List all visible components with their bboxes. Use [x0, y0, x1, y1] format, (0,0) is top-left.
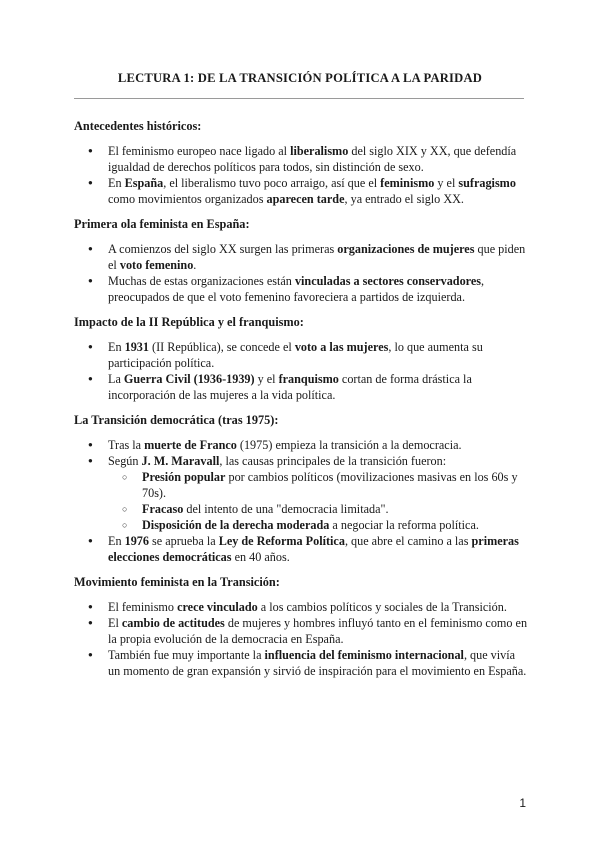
- text-run: como movimientos organizados: [108, 192, 267, 206]
- bullet-list: [74, 437, 530, 565]
- bullet-item: [74, 175, 530, 207]
- bold-text: muerte de Franco: [144, 438, 237, 452]
- section-heading: Primera ola feminista en España:: [74, 217, 250, 231]
- text-run: (II República), se concede el: [148, 340, 295, 354]
- text-run: se aprueba la: [148, 534, 219, 548]
- bold-text: 1976: [124, 534, 149, 548]
- section-heading: Movimiento feminista en la Transición:: [74, 575, 280, 589]
- text-run: , que vivía un momento de gran expansión y sirvió de inspiración para el movimiento en España.: [108, 648, 527, 678]
- sub-bullet-item: [108, 501, 530, 517]
- sub-bullet-list: [108, 469, 530, 533]
- text-run: y el: [254, 372, 279, 386]
- text-run: a negociar la reforma política.: [329, 518, 479, 532]
- bullet-item: [74, 533, 530, 565]
- bullet-text: [108, 454, 446, 468]
- text-run: En: [108, 340, 125, 354]
- page-number: 1: [519, 796, 526, 810]
- bold-text: aparecen tarde: [266, 192, 345, 206]
- bold-text: feminismo: [380, 176, 435, 190]
- text-run: , ya entrado el siglo XX.: [344, 192, 464, 206]
- bullet-item: [74, 143, 530, 175]
- document-body: [74, 118, 530, 679]
- text-run: en 40 años.: [231, 550, 290, 564]
- bold-text: Fracaso: [142, 502, 184, 516]
- text-run: El feminismo: [108, 600, 178, 614]
- bold-text: franquismo: [278, 372, 339, 386]
- bold-text: Guerra Civil (1936-1939): [123, 372, 255, 386]
- bold-text: influencia del feminismo internacional: [264, 648, 464, 662]
- bullet-item: [74, 453, 530, 533]
- text-run: La: [108, 372, 124, 386]
- bold-text: 1931: [124, 340, 149, 354]
- text-run: También fue muy importante la: [108, 648, 265, 662]
- section-antecedentes: [74, 118, 530, 207]
- text-run: , preocupados de que el voto femenino favoreciera a partidos de izquierda.: [108, 274, 485, 304]
- section-movimiento-feminista: [74, 574, 530, 679]
- section-heading: Impacto de la II República y el franquismo:: [74, 315, 304, 329]
- text-run: por cambios políticos (movilizaciones masivas en los 60s y 70s).: [142, 470, 518, 500]
- section-transicion: [74, 412, 530, 565]
- bold-text: crece vinculado: [177, 600, 258, 614]
- title-divider: [74, 98, 524, 99]
- bullet-item: [74, 371, 530, 403]
- section-primera-ola: [74, 216, 530, 305]
- sub-bullet-item: [108, 469, 530, 501]
- bullet-list: [74, 143, 530, 207]
- text-run: , el liberalismo tuvo poco arraigo, así que el: [163, 176, 381, 190]
- text-run: El: [108, 616, 122, 630]
- text-run: , las causas principales de la transición fueron:: [219, 454, 447, 468]
- bold-text: J. M. Maravall: [141, 454, 220, 468]
- bold-text: cambio de actitudes: [121, 616, 225, 630]
- section-impacto: [74, 314, 530, 403]
- text-run: , que abre el camino a las: [344, 534, 472, 548]
- bullet-item: [74, 647, 530, 679]
- bold-text: primeras elecciones democráticas: [108, 534, 519, 564]
- text-run: A comienzos del siglo XX surgen las primeras: [108, 242, 338, 256]
- bold-text: liberalismo: [290, 144, 349, 158]
- bold-text: Ley de Reforma Política: [218, 534, 345, 548]
- section-heading: Antecedentes históricos:: [74, 119, 202, 133]
- section-heading: La Transición democrática (tras 1975):: [74, 413, 279, 427]
- bold-text: organizaciones de mujeres: [337, 242, 475, 256]
- text-run: Tras la: [108, 438, 145, 452]
- text-run: de mujeres y hombres influyó tanto en el feminismo como en la propia evolución de la democracia en España.: [108, 616, 528, 646]
- bullet-item: [74, 599, 530, 615]
- bullet-item: [74, 615, 530, 647]
- bold-text: voto a las mujeres: [294, 340, 389, 354]
- bold-text: voto femenino: [119, 258, 194, 272]
- text-run: cortan de forma drástica la incorporación de las mujeres a la vida política.: [108, 372, 472, 402]
- bullet-item: [74, 437, 530, 453]
- page-title: LECTURA 1: DE LA TRANSICIÓN POLÍTICA A LA PARIDAD: [117, 71, 483, 85]
- bullet-item: [74, 339, 530, 371]
- text-run: En: [108, 534, 125, 548]
- bullet-list: [74, 599, 530, 679]
- text-run: Muchas de estas organizaciones están: [108, 274, 295, 288]
- bold-text: sufragismo: [458, 176, 516, 190]
- sub-bullet-item: [108, 517, 530, 533]
- bold-text: España: [124, 176, 164, 190]
- text-run: del siglo XIX y XX, que defendía igualdad de derechos políticos para todos, sin distinción de sexo.: [108, 144, 517, 174]
- text-run: , lo que aumenta su participación política.: [108, 340, 483, 370]
- text-run: El feminismo europeo nace ligado al: [108, 144, 291, 158]
- text-run: (1975) empieza la transición a la democracia.: [236, 438, 462, 452]
- text-run: Según: [108, 454, 142, 468]
- bullet-list: [74, 241, 530, 305]
- text-run: En: [108, 176, 125, 190]
- text-run: que piden el: [108, 242, 526, 272]
- text-run: a los cambios políticos y sociales de la Transición.: [257, 600, 507, 614]
- bullet-item: [74, 241, 530, 273]
- text-run: y el: [434, 176, 459, 190]
- bold-text: vinculadas a sectores conservadores: [294, 274, 482, 288]
- bold-text: Disposición de la derecha moderada: [142, 518, 330, 532]
- text-run: .: [193, 258, 197, 272]
- bold-text: Presión popular: [142, 470, 226, 484]
- text-run: del intento de una "democracia limitada".: [183, 502, 389, 516]
- bullet-item: [74, 273, 530, 305]
- bullet-list: [74, 339, 530, 403]
